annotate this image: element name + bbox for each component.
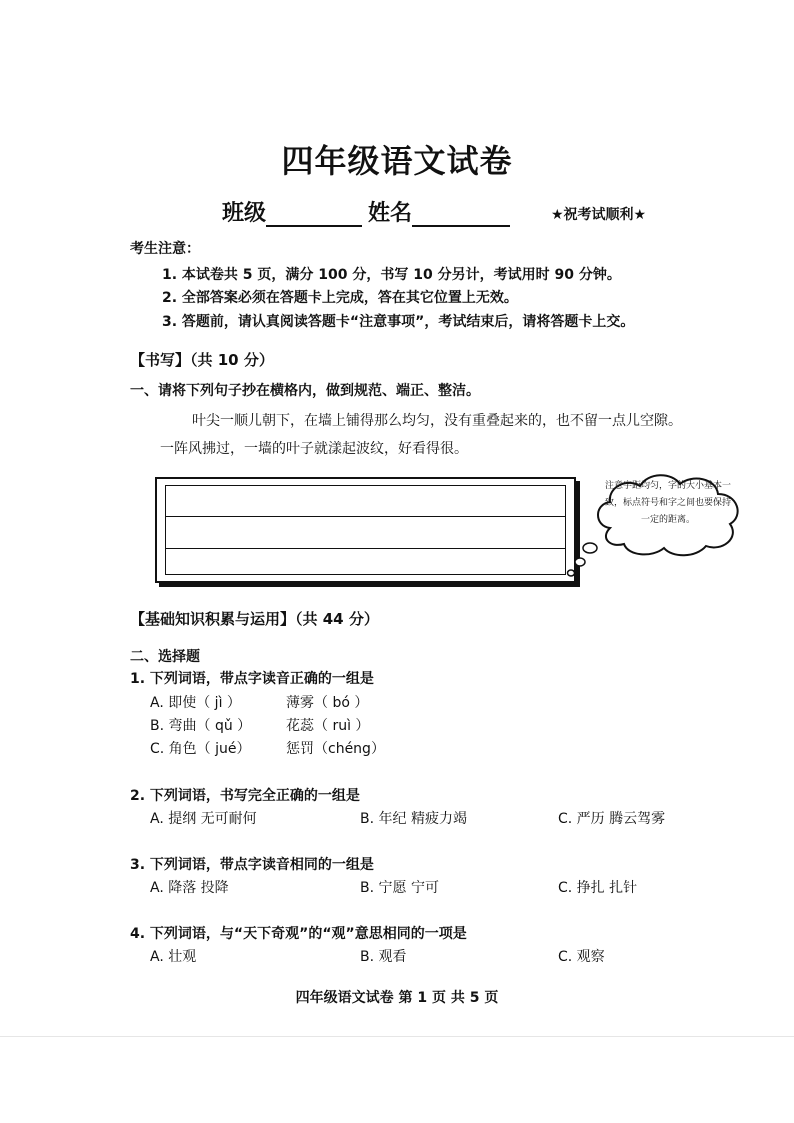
good-luck-wish: ★祝考试顺利★ bbox=[551, 207, 647, 223]
q1-option-c-word: 惩罚（chéng） bbox=[286, 741, 385, 757]
writing-grid-line bbox=[166, 548, 565, 549]
writing-section-title: 【书写】（共 10 分） bbox=[130, 351, 274, 369]
class-label: 班级 bbox=[222, 201, 267, 226]
writing-grid[interactable] bbox=[155, 477, 576, 583]
copy-sentence-line-2: 一阵风拂过，一墙的叶子就漾起波纹，好看得很。 bbox=[160, 441, 468, 457]
notice-item-3: 3. 答题前，请认真阅读答题卡“注意事项”，考试结束后，请将答题卡上交。 bbox=[162, 314, 635, 330]
writing-tip: 注意字距均匀，字的大小基本一致，标点符号和字之间也要保持一定的距离。 bbox=[604, 481, 731, 525]
q1-option-b[interactable]: B. 弯曲（ qǔ ） bbox=[150, 718, 252, 734]
q1-option-a-word: 薄雾（ bó ） bbox=[286, 695, 369, 711]
basics-section-title: 【基础知识积累与运用】（共 44 分） bbox=[130, 610, 379, 628]
notice-item-1: 1. 本试卷共 5 页，满分 100 分，书写 10 分另计，考试用时 90 分钟。 bbox=[162, 267, 621, 283]
writing-grid-inner bbox=[165, 485, 566, 575]
q1-option-c[interactable]: C. 角色（ jué） bbox=[150, 741, 251, 757]
q3-stem: 3. 下列词语，带点字读音相同的一组是 bbox=[130, 857, 374, 873]
q2-stem: 2. 下列词语，书写完全正确的一组是 bbox=[130, 788, 360, 804]
notice-heading: 考生注意： bbox=[130, 241, 200, 257]
choice-part-title: 二、选择题 bbox=[130, 649, 200, 665]
page-title: 四年级语文试卷 bbox=[281, 142, 513, 180]
q1-option-b-word: 花蕊（ ruì ） bbox=[286, 718, 370, 734]
writing-grid-line bbox=[166, 516, 565, 517]
copy-sentence-line-1: 叶尖一顺儿朝下，在墙上铺得那么均匀，没有重叠起来的，也不留一点儿空隙。 bbox=[192, 413, 682, 429]
bottom-divider bbox=[0, 1036, 794, 1037]
q4-option-b[interactable]: B. 观看 bbox=[360, 949, 407, 965]
q1-stem: 1. 下列词语，带点字读音正确的一组是 bbox=[130, 671, 374, 687]
thought-bubble-tail-icon bbox=[560, 540, 600, 580]
q2-option-a[interactable]: A. 提纲 无可耐何 bbox=[150, 811, 257, 827]
writing-instruction: 一、请将下列句子抄在横格内，做到规范、端正、整洁。 bbox=[130, 383, 480, 399]
q4-stem: 4. 下列词语，与“天下奇观”的“观”意思相同的一项是 bbox=[130, 926, 467, 942]
q3-option-b[interactable]: B. 宁愿 宁可 bbox=[360, 880, 439, 896]
q2-option-c[interactable]: C. 严历 腾云驾雾 bbox=[558, 811, 666, 827]
class-blank bbox=[266, 201, 362, 227]
q1-option-a[interactable]: A. 即使（ jì ） bbox=[150, 695, 241, 711]
q2-option-b[interactable]: B. 年纪 精疲力竭 bbox=[360, 811, 467, 827]
page-footer: 四年级语文试卷 第 1 页 共 5 页 bbox=[295, 990, 499, 1006]
q3-option-a[interactable]: A. 降落 投降 bbox=[150, 880, 229, 896]
q3-option-c[interactable]: C. 挣扎 扎针 bbox=[558, 880, 638, 896]
q4-option-c[interactable]: C. 观察 bbox=[558, 949, 605, 965]
name-field bbox=[368, 196, 510, 227]
q4-option-a[interactable]: A. 壮观 bbox=[150, 949, 197, 965]
notice-item-2: 2. 全部答案必须在答题卡上完成，答在其它位置上无效。 bbox=[162, 290, 518, 306]
name-blank bbox=[412, 201, 510, 227]
class-field bbox=[222, 196, 362, 227]
name-label: 姓名 bbox=[368, 201, 413, 226]
